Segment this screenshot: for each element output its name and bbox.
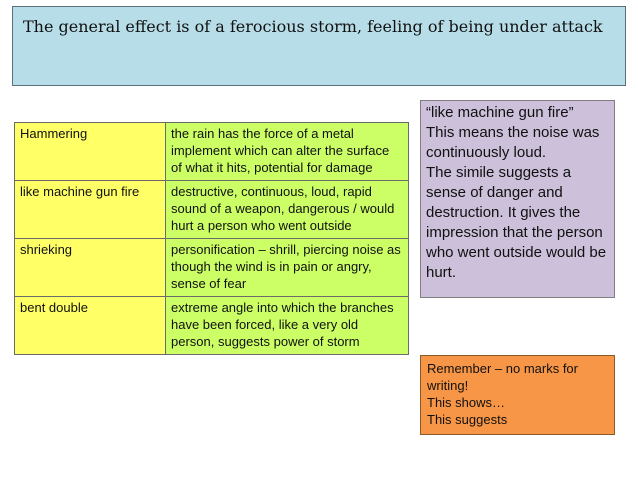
sentence-starter-suggests: This suggests (427, 412, 508, 427)
suggestion-text: The simile suggests a sense of danger and destruction. It gives the impression that the person who went outside would be hurt. (426, 164, 607, 281)
language-analysis-table (14, 122, 409, 355)
term-cell: like machine gun fire (15, 181, 166, 239)
table-row (15, 239, 409, 297)
table-row (15, 181, 409, 239)
slide-title: The general effect is of a ferocious storm, feeling of being under attack (23, 17, 603, 36)
quote-text: “like machine gun fire” (426, 104, 574, 121)
explanation-cell: the rain has the force of a metal implement which can alter the surface of what it hits, potential for damage (166, 123, 409, 181)
sentence-starter-shows: This shows… (427, 395, 506, 410)
explanation-cell: extreme angle into which the branches have been forced, like a very old person, suggests power of storm (166, 297, 409, 355)
term-cell: bent double (15, 297, 166, 355)
explanation-cell: personification – shrill, piercing noise as though the wind is in pain or angry, sense of fear (166, 239, 409, 297)
explanation-cell: destructive, continuous, loud, rapid sound of a weapon, dangerous / would hurt a person who went outside (166, 181, 409, 239)
meaning-text: This means the noise was continuously loud. (426, 124, 600, 161)
term-cell: Hammering (15, 123, 166, 181)
term-cell: shrieking (15, 239, 166, 297)
table-row (15, 123, 409, 181)
title-box (12, 6, 626, 86)
simile-analysis-box (420, 100, 615, 298)
reminder-box (420, 355, 615, 435)
reminder-text: Remember – no marks for writing! (427, 361, 578, 393)
table-row (15, 297, 409, 355)
